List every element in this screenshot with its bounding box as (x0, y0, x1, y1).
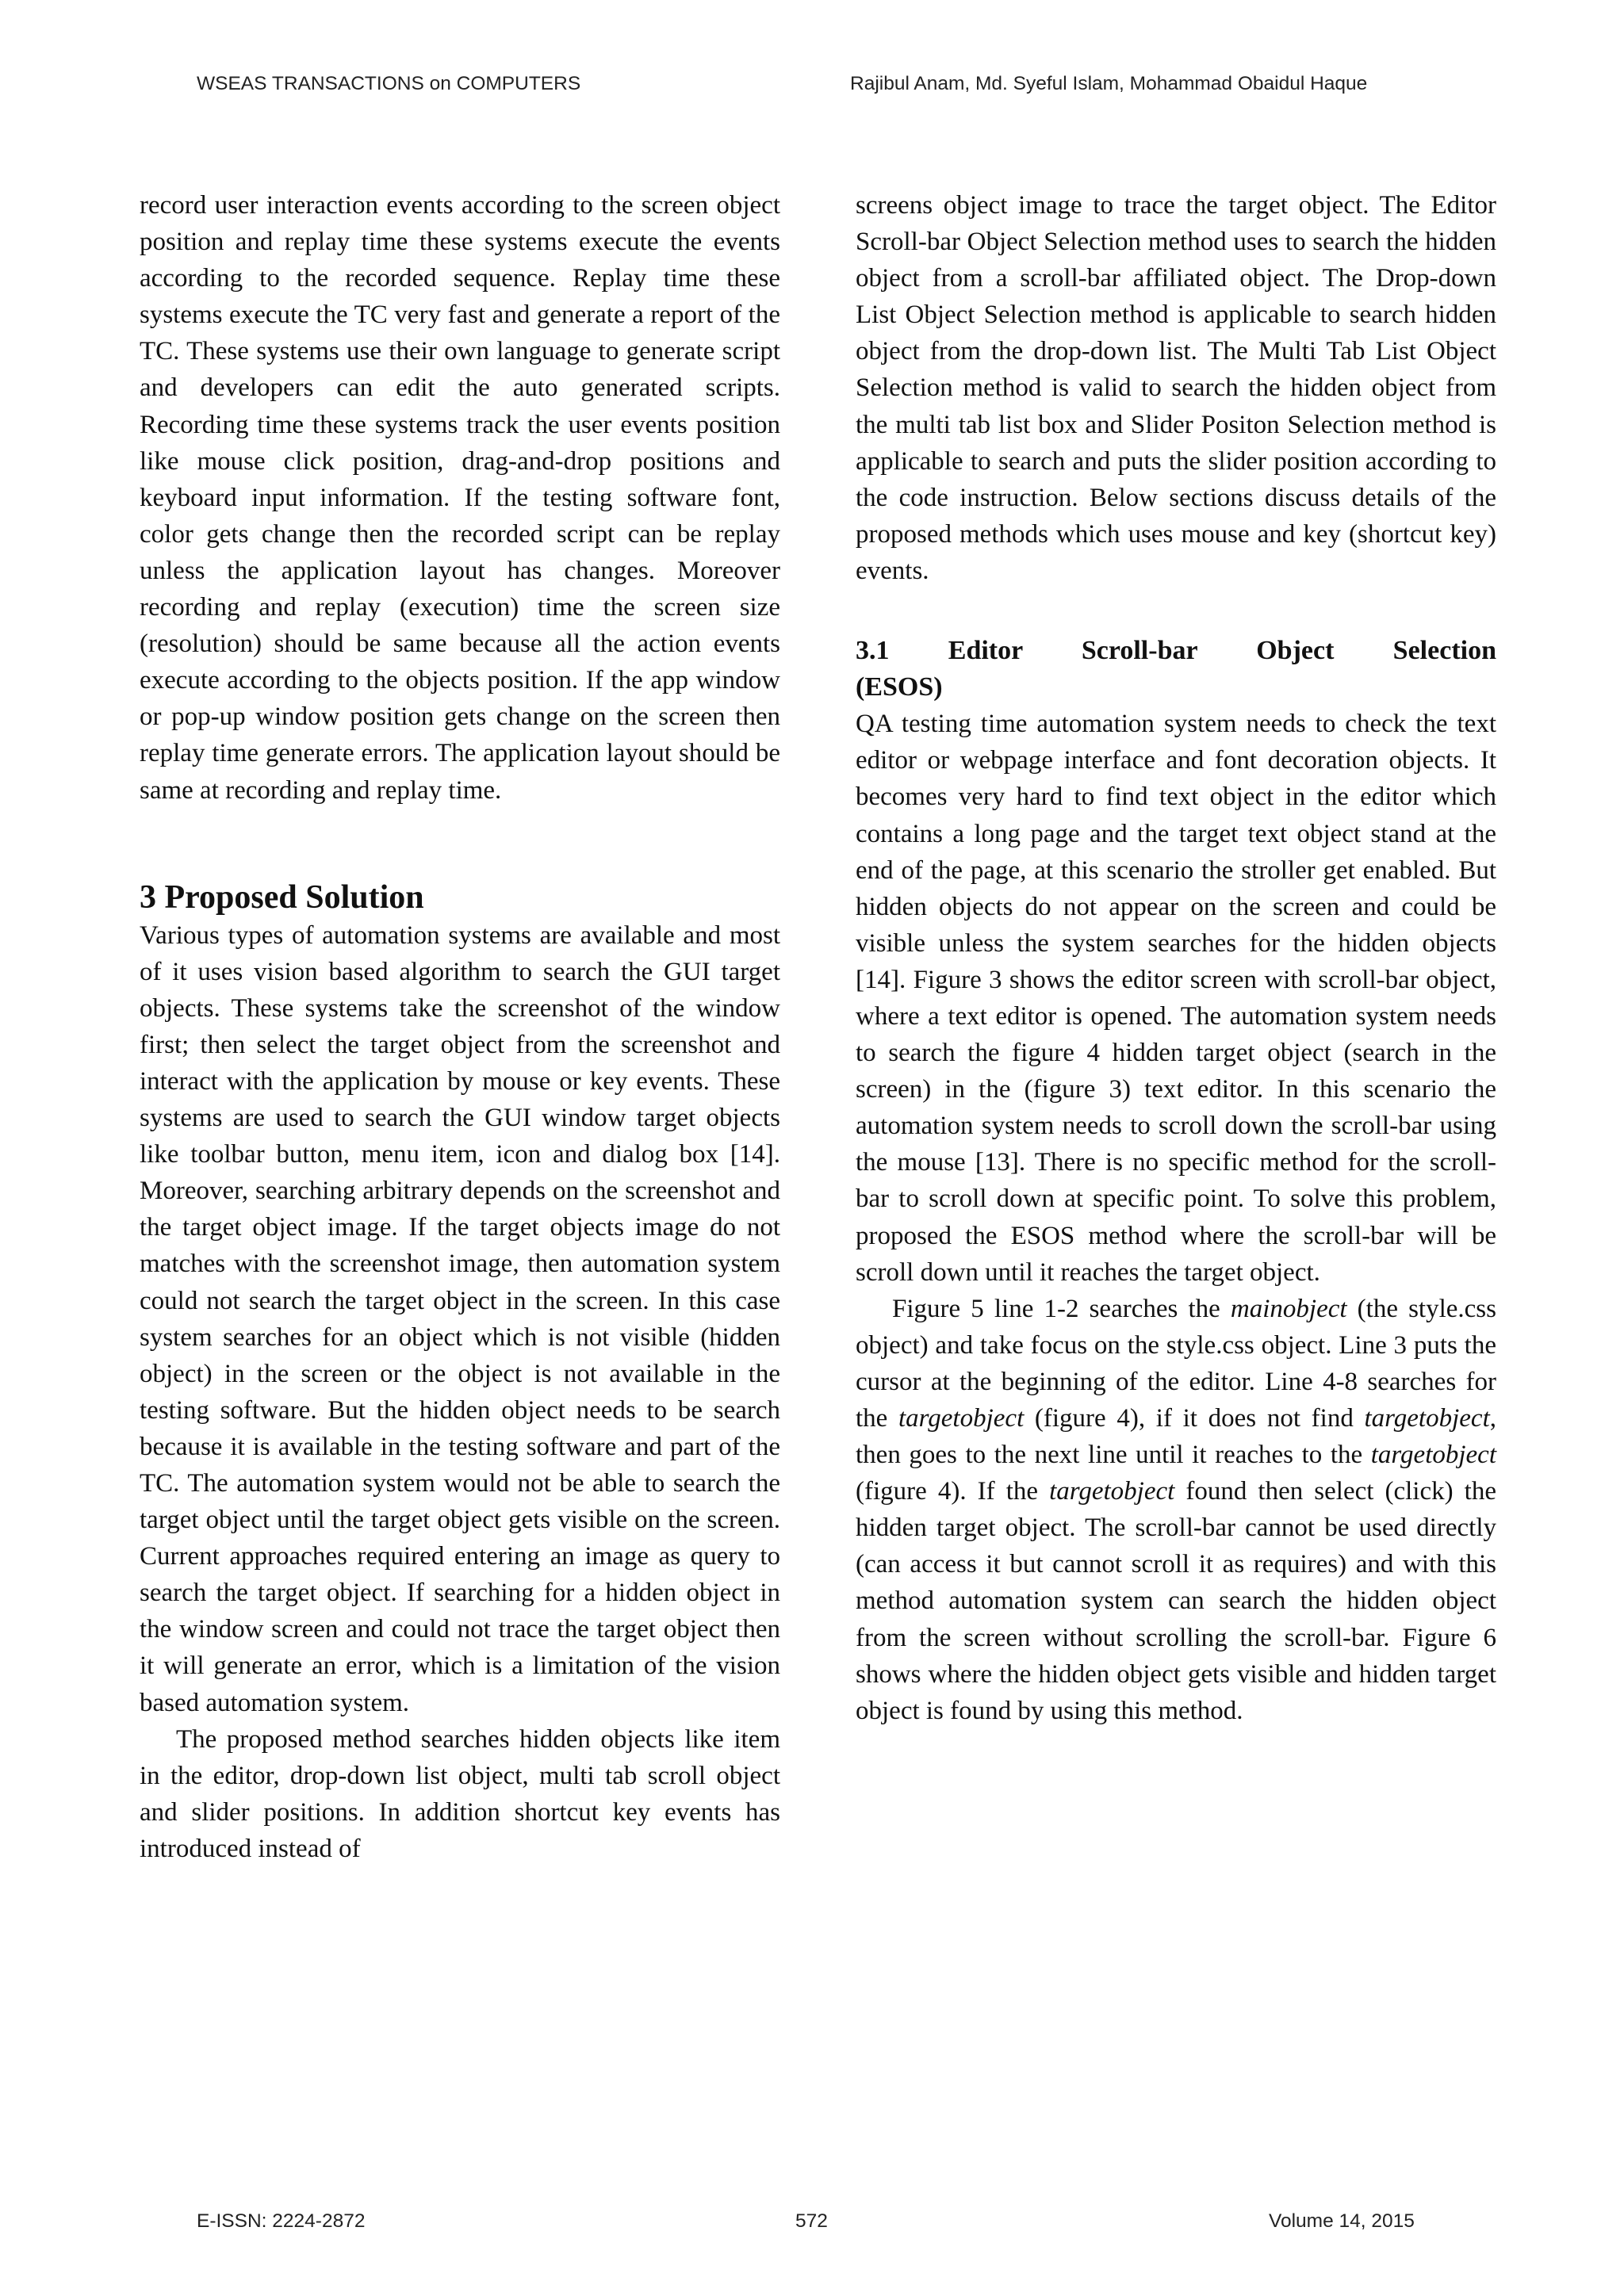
text-run: found then select (click) the hidden target object. The scroll-bar cannot be used directly (can access it but cannot scroll it as requires) and with this method automation system can search the hidden object from the screen without scrolling the scroll-bar. Figure 6 shows where the hidden object gets visible and hidden target object is found by using this method. (856, 1477, 1496, 1725)
body-paragraph: The proposed method searches hidden objects like item in the editor, drop-down list object, multi tab scroll object and slider positions. In addition shortcut key events has introduced instead of (140, 1724, 780, 1863)
right-column (856, 187, 1496, 1729)
left-column (140, 187, 780, 1867)
running-header-journal: WSEAS TRANSACTIONS on COMPUTERS (197, 73, 581, 94)
text-run: , then goes to the next line until it reaches to the (856, 1404, 1496, 1470)
section-heading: 3 Proposed Solution (140, 878, 424, 916)
running-header-authors: Rajibul Anam, Md. Syeful Islam, Mohammad Obaidul Haque (850, 73, 1368, 94)
body-paragraph-with-italics (856, 1291, 1496, 1729)
footer-page-number: 572 (795, 2210, 828, 2232)
footer-issn: E-ISSN: 2224-2872 (197, 2210, 366, 2232)
italic-term: targetobject (898, 1404, 1025, 1433)
subsection-heading: 3.1 Editor Scroll-bar Object Selection (856, 636, 1496, 666)
body-paragraph: Various types of automation systems are available and most of it uses vision based algorithm to search the GUI target objects. These systems take the screenshot of the window first; then select the target object from the screenshot and interact with the application by mouse or key events. These systems are used to search the GUI window target objects like toolbar button, menu item, icon and dialog box [14]. Moreover, searching arbitrary depends on the screenshot and the target object image. If the target objects image do not matches with the screenshot image, then automation system could not search the target object in the screen. In this case system searches for an object which is not visible (hidden object) in the screen or the object is not available in the testing software. But the hidden object needs to be search because it is available in the testing software and part of the TC. The automation system would not be able to search the target object until the target object gets visible on the screen. Current approaches required entering an image as query to search the target object. If searching for a hidden object in the window screen and could not trace the target object then it will generate an error, which is a limitation of the vision based automation system. (140, 920, 780, 1717)
body-paragraph: record user interaction events according to the screen object position and replay time these systems execute the events according to the recorded sequence. Replay time these systems execute the TC very fast and generate a report of the TC. These systems use their own language to generate script and developers can edit the auto generated scripts. Recording time these systems track the user events position like mouse click position, drag-and-drop positions and keyboard input information. If the testing software font, color gets change then the recorded script can be replay unless the application layout has changes. Moreover recording and replay (execution) time the screen size (resolution) should be same because all the action events execute according to the objects position. If the app window or pop-up window position gets change on the screen then replay time generate errors. The application layout should be same at recording and replay time. (140, 191, 780, 805)
italic-term: targetobject (1370, 1441, 1496, 1470)
text-run: (figure 4). If the (856, 1477, 1050, 1506)
footer-volume: Volume 14, 2015 (1269, 2210, 1415, 2232)
italic-term: targetobject (1049, 1477, 1175, 1506)
italic-term: targetobject (1364, 1404, 1490, 1433)
body-paragraph: screens object image to trace the target object. The Editor Scroll-bar Object Selection method uses to search the hidden object from a scroll-bar affiliated object. The Drop-down List Object Selection method is applicable to search hidden object from the drop-down list. The Multi Tab List Object Selection method is valid to search the hidden object from the multi tab list box and Slider Positon Selection method is applicable to search and puts the slider position according to the code instruction. Below sections discuss details of the proposed methods which uses mouse and key (shortcut key) events. (856, 191, 1496, 585)
body-paragraph: QA testing time automation system needs to check the text editor or webpage interface and font decoration objects. It becomes very hard to find text object in the editor which contains a long page and the target text object stand at the end of the page, at this scenario the stroller get enabled. But hidden objects do not appear on the screen and could be visible unless the system searches for the hidden objects [14]. Figure 3 shows the editor screen with scroll-bar object, where a text editor is opened. The automation system needs to search the figure 4 hidden target object (search in the screen) in the (figure 3) text editor. In this scenario the automation system needs to scroll down the scroll-bar using the mouse [13]. There is no specific method for the scroll-bar to scroll down at specific point. To solve this problem, proposed the ESOS method where the scroll-bar will be scroll down until it reaches the target object. (856, 710, 1496, 1287)
text-run: (figure 4), if it does not find (1024, 1404, 1365, 1433)
text-run: (the style.css object) and take focus on the style.css object. Line 3 puts the cursor at the beginning of the editor. Line 4-8 searches for the (856, 1294, 1496, 1433)
subsection-heading-continued: (ESOS) (856, 672, 943, 702)
text-run: Figure 5 line 1-2 searches the (892, 1294, 1231, 1323)
italic-term: mainobject (1230, 1294, 1347, 1323)
